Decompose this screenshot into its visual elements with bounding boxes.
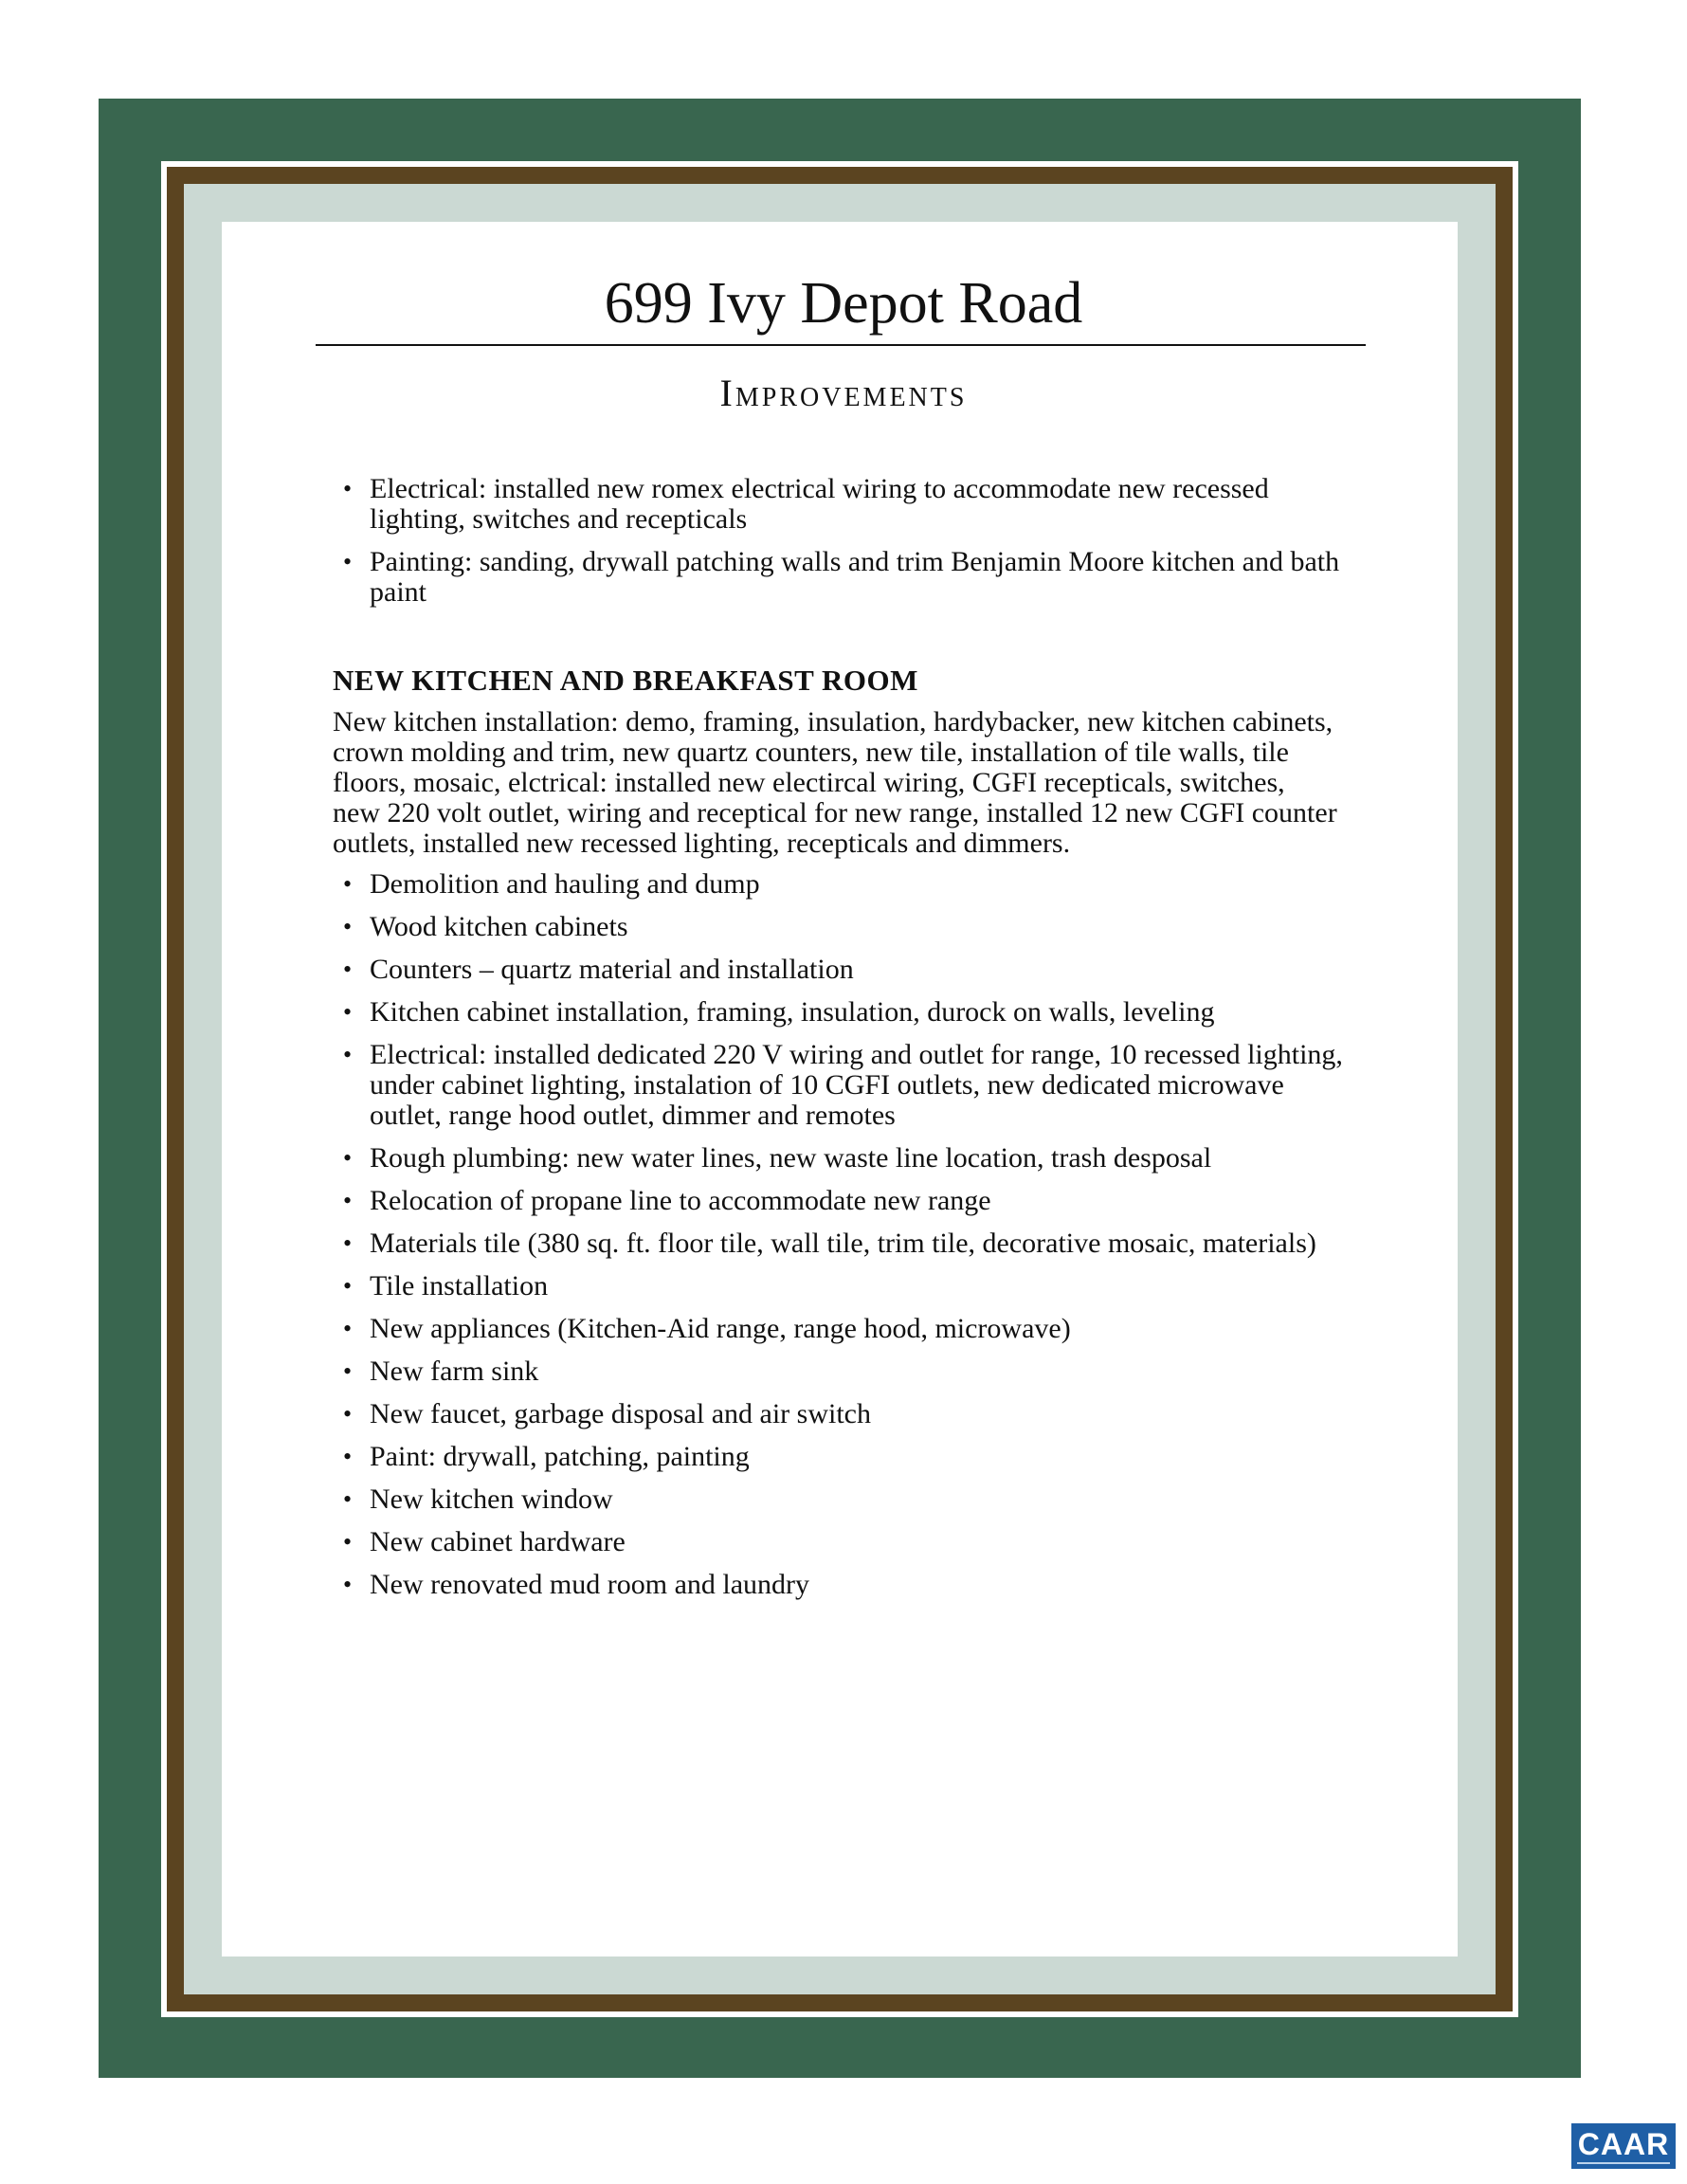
list-item-text: Painting: sanding, drywall patching walls and trim Benjamin Moore kitchen and bath paint <box>370 546 1340 608</box>
bullet-icon: • <box>343 1485 353 1513</box>
list-item <box>339 869 1355 900</box>
bullet-icon: • <box>343 1443 353 1470</box>
list-item <box>339 1570 1355 1600</box>
page-subtitle: Improvements <box>719 372 968 414</box>
list-item-text: Materials tile (380 sq. ft. floor tile, wall tile, trim tile, decorative mosaic, materials) <box>370 1228 1316 1259</box>
page-title: 699 Ivy Depot Road <box>604 271 1083 336</box>
list-item-text: New farm sink <box>370 1356 539 1387</box>
section-description: New kitchen installation: demo, framing, insulation, hardybacker, new kitchen cabinets, crown molding and trim, new quartz counters, new tile, installation of tile walls, tile floors, mosaic, elctrical: installed new electircal wiring, CGFI recepticals, switches, new 220 volt outlet, wiring and receptical for new range, installed 12 new CGFI counter outlets, installed new recessed lighting, recepticals and dimmers. <box>333 706 1337 859</box>
list-item <box>339 1442 1355 1472</box>
bullet-icon: • <box>343 1315 353 1342</box>
list-item-text: New kitchen window <box>370 1483 613 1515</box>
list-item-text: Tile installation <box>370 1270 549 1301</box>
list-item-text: New cabinet hardware <box>370 1526 626 1557</box>
list-item <box>339 997 1355 1028</box>
kitchen-item-list <box>339 869 1355 1612</box>
list-item <box>339 1527 1355 1557</box>
list-item-text: Counters – quartz material and installation <box>370 954 854 985</box>
intro-list <box>339 474 1355 620</box>
list-item <box>339 1040 1355 1131</box>
list-item-text: New faucet, garbage disposal and air switch <box>370 1398 871 1429</box>
bullet-icon: • <box>343 1229 353 1257</box>
list-item <box>339 1356 1355 1387</box>
list-item <box>339 1484 1355 1515</box>
bullet-icon: • <box>343 1357 353 1385</box>
list-item <box>339 1143 1355 1174</box>
list-item <box>339 474 1355 535</box>
list-item-text: Demolition and hauling and dump <box>370 868 760 900</box>
bullet-icon: • <box>343 956 353 983</box>
list-item-text: Paint: drywall, patching, painting <box>370 1441 750 1472</box>
list-item <box>339 1314 1355 1344</box>
bullet-icon: • <box>343 1528 353 1556</box>
bullet-icon: • <box>343 1144 353 1172</box>
caar-logo <box>1571 2123 1676 2169</box>
list-item-text: Electrical: installed new romex electrical wiring to accommodate new recessed lighting, switches and recepticals <box>370 473 1269 535</box>
list-item-text: New renovated mud room and laundry <box>370 1569 810 1600</box>
list-item <box>339 955 1355 985</box>
bullet-icon: • <box>343 548 353 575</box>
list-item-text: Electrical: installed dedicated 220 V wiring and outlet for range, 10 recessed lighting, under cabinet lighting, instalation of 10 CGFI outlets, new dedicated microwave outlet, range hood outlet, dimmer and remotes <box>370 1039 1343 1131</box>
list-item <box>339 1399 1355 1429</box>
bullet-icon: • <box>343 475 353 502</box>
bullet-icon: • <box>343 870 353 898</box>
list-item-text: Relocation of propane line to accommodate new range <box>370 1185 991 1216</box>
bullet-icon: • <box>343 1571 353 1598</box>
list-item <box>339 912 1355 942</box>
title-divider <box>316 344 1366 346</box>
bullet-icon: • <box>343 1400 353 1428</box>
bullet-icon: • <box>343 1041 353 1068</box>
list-item <box>339 1271 1355 1301</box>
list-item <box>339 547 1355 608</box>
bullet-icon: • <box>343 998 353 1026</box>
list-item-text: Wood kitchen cabinets <box>370 911 628 942</box>
logo-text: CAAR <box>1577 2127 1670 2161</box>
bullet-icon: • <box>343 1272 353 1300</box>
list-item-text: New appliances (Kitchen-Aid range, range hood, microwave) <box>370 1313 1071 1344</box>
list-item-text: Rough plumbing: new water lines, new waste line location, trash desposal <box>370 1142 1212 1174</box>
bullet-icon: • <box>343 913 353 940</box>
bullet-icon: • <box>343 1187 353 1214</box>
list-item <box>339 1186 1355 1216</box>
section-heading: NEW KITCHEN AND BREAKFAST ROOM <box>333 664 918 697</box>
list-item <box>339 1228 1355 1259</box>
list-item-text: Kitchen cabinet installation, framing, insulation, durock on walls, leveling <box>370 996 1215 1028</box>
